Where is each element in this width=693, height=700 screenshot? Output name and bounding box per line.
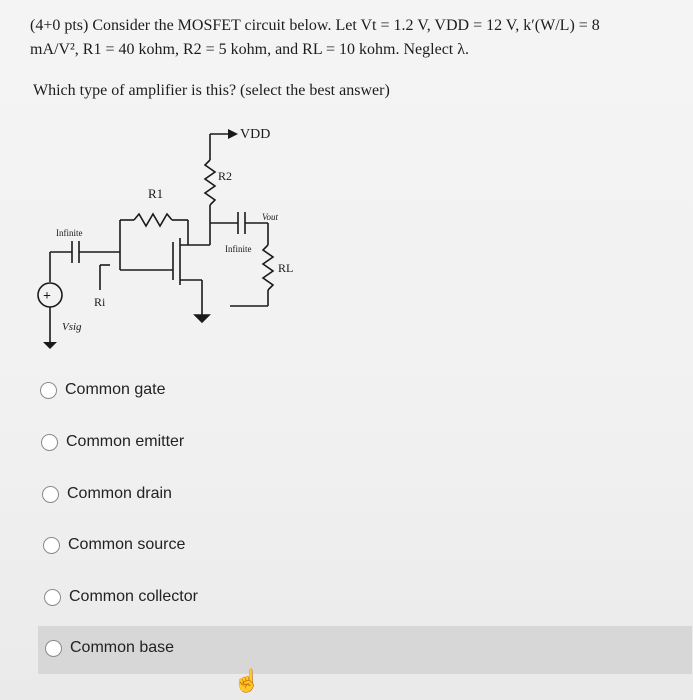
radio-button[interactable] xyxy=(43,537,60,554)
radio-button[interactable] xyxy=(40,382,57,399)
option-common-collector[interactable] xyxy=(44,588,198,606)
option-label: Common source xyxy=(68,536,186,553)
option-label: Common drain xyxy=(67,485,172,502)
r2-label: R2 xyxy=(218,169,233,183)
option-label: Common gate xyxy=(65,381,166,398)
source-plus-symbol: + xyxy=(43,289,51,304)
option-common-drain[interactable] xyxy=(42,485,172,503)
option-common-source[interactable] xyxy=(43,536,185,554)
rl-label: RL xyxy=(278,261,294,275)
vout-label: Vout xyxy=(262,212,279,222)
mosfet-circuit-diagram xyxy=(30,120,330,360)
infinite-right-label: Infinite xyxy=(225,244,252,254)
ri-label: Ri xyxy=(94,295,106,309)
r1-label: R1 xyxy=(148,186,164,201)
question-prompt: Which type of amplifier is this? (select the best answer) xyxy=(33,82,390,99)
radio-button[interactable] xyxy=(45,640,62,657)
option-label: Common collector xyxy=(69,588,198,605)
option-label: Common emitter xyxy=(66,433,185,450)
vdd-label: VDD xyxy=(240,127,271,142)
question-text xyxy=(30,14,670,62)
vsig-label: Vsig xyxy=(62,321,82,333)
option-label: Common base xyxy=(70,639,175,656)
question-line-1: (4+0 pts) Consider the MOSFET circuit below. Let Vt = 1.2 V, VDD = 12 V, k′(W/L) = 8 xyxy=(30,17,600,34)
option-common-emitter[interactable] xyxy=(41,433,184,451)
hand-cursor-icon: ☝ xyxy=(233,668,261,693)
option-common-gate[interactable] xyxy=(40,381,166,399)
radio-button[interactable] xyxy=(42,486,59,503)
option-common-base[interactable] xyxy=(45,639,174,657)
infinite-left-label: Infinite xyxy=(56,228,83,238)
radio-button[interactable] xyxy=(41,434,58,451)
radio-button[interactable] xyxy=(44,589,61,606)
question-line-2: mA/V², R1 = 40 kohm, R2 = 5 kohm, and RL = 10 kohm. Neglect λ. xyxy=(30,41,470,58)
